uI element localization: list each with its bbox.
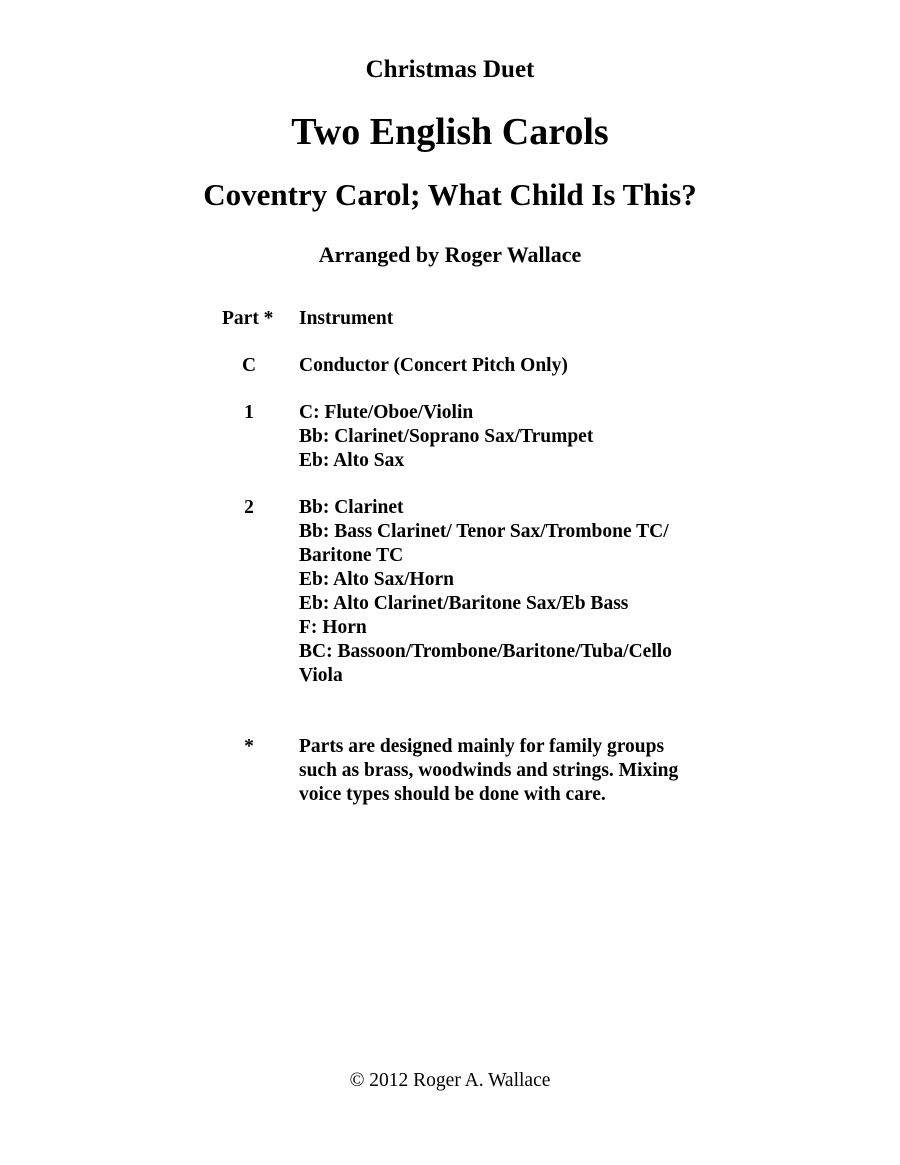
- table-row: [0, 496, 900, 688]
- instrument-column-header: Instrument: [299, 308, 394, 329]
- table-row: [0, 401, 900, 473]
- table-row: [0, 354, 900, 378]
- parts-table-header: [0, 307, 900, 331]
- part-number: C: [241, 355, 257, 376]
- part-number: 2: [244, 497, 254, 518]
- instrument-line: Eb: Alto Sax/Horn: [299, 569, 454, 590]
- part-number: 1: [244, 402, 254, 423]
- footnote-text: [299, 735, 719, 807]
- footnote-marker: *: [244, 736, 254, 757]
- instrument-list: [299, 354, 719, 378]
- instrument-line: Bb: Clarinet/Soprano Sax/Trumpet: [299, 426, 594, 447]
- page-title: Two English Carols: [291, 111, 609, 153]
- instrument-line: Baritone TC: [299, 545, 404, 566]
- instrument-line: BC: Bassoon/Trombone/Baritone/Tuba/Cello: [299, 641, 672, 662]
- parts-table: [0, 307, 900, 807]
- instrument-line: Eb: Alto Clarinet/Baritone Sax/Eb Bass: [299, 593, 629, 614]
- instrument-line: Conductor (Concert Pitch Only): [299, 355, 568, 376]
- duet-subtitle: Christmas Duet: [365, 56, 535, 83]
- instrument-line: Bb: Clarinet: [299, 497, 404, 518]
- part-column-header: Part *: [222, 308, 274, 329]
- footnote-line: voice types should be done with care.: [299, 784, 606, 805]
- copyright-notice: © 2012 Roger A. Wallace: [349, 1070, 551, 1091]
- instrument-list: [299, 496, 719, 688]
- instrument-line: C: Flute/Oboe/Violin: [299, 402, 474, 423]
- footnote-line: Parts are designed mainly for family groups: [299, 736, 665, 757]
- footnote-line: such as brass, woodwinds and strings. Mixing: [299, 760, 679, 781]
- instrument-line: Viola: [299, 665, 343, 686]
- instrument-line: Eb: Alto Sax: [299, 450, 405, 471]
- footnote: [0, 735, 900, 807]
- song-list: Coventry Carol; What Child Is This?: [203, 177, 697, 212]
- instrument-line: Bb: Bass Clarinet/ Tenor Sax/Trombone TC/: [299, 521, 669, 542]
- arranger-credit: Arranged by Roger Wallace: [318, 242, 582, 267]
- instrument-list: [299, 401, 719, 473]
- instrument-line: F: Horn: [299, 617, 367, 638]
